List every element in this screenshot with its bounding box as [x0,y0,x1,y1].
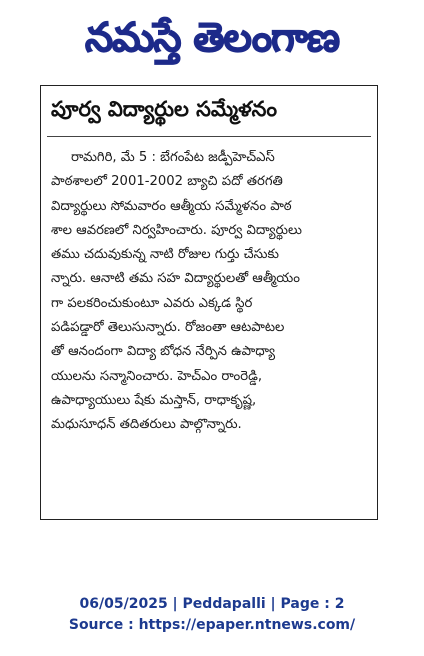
masthead-title: నమస్తే తెలంగాణ [84,15,340,61]
article-body-line: తము చదువుకున్న నాటి రోజుల గుర్తు చేసుకు [51,247,279,263]
article-body-line: న్నారు. ఆనాటి తమ సహ విద్యార్థులతో ఆత్మీయం [51,271,300,287]
source-footer [0,594,424,636]
article-body-line: రామగిరి, మే 5 : బేగంపేట జడ్పీహెచ్‌ఎస్ [71,150,275,165]
article-body-line: తో ఆనందంగా విద్యా బోధన నేర్పిన ఉపాధ్యా [51,344,275,360]
article-body-line: ఉపాధ్యాయులు షేకు మస్తాన్, రాధాకృష్ణ, [51,392,257,408]
article-clipping [40,85,378,520]
article-body-line: యులను సన్మానించారు. హెచ్‌ఎం రాంరెడ్డి, [51,368,263,384]
article-body-line: పడిపడ్డారో తెలుసున్నారు. రోజంతా ఆటపాటల [51,320,285,336]
article-body-line: గా పలకరించుకుంటూ ఎవరు ఎక్కడ స్థిర [51,295,253,311]
article-body-line: పాఠశాలలో 2001-2002 బ్యాచి పదో తరగతి [51,174,283,190]
article-headline: పూర్వ విద్యార్థుల సమ్మేళనం [51,97,278,121]
masthead [8,6,416,70]
footer-source-link[interactable]: Source : https://epaper.ntnews.com/ [68,617,356,633]
article-body-line: శాల ఆవరణలో నిర్వహించారు. పూర్వ విద్యార్థులు [51,222,302,238]
article-body [51,146,369,438]
footer-date-edition: 06/05/2025 | Peddapalli | Page : 2 [79,596,345,612]
article-body-line: మధుసూధన్ తదితరులు పాల్గొన్నారు. [51,417,242,433]
headline-divider [47,136,371,137]
article-body-line: విద్యార్థులు సోమవారం ఆత్మీయ సమ్మేళనం పాఠ [51,198,292,214]
